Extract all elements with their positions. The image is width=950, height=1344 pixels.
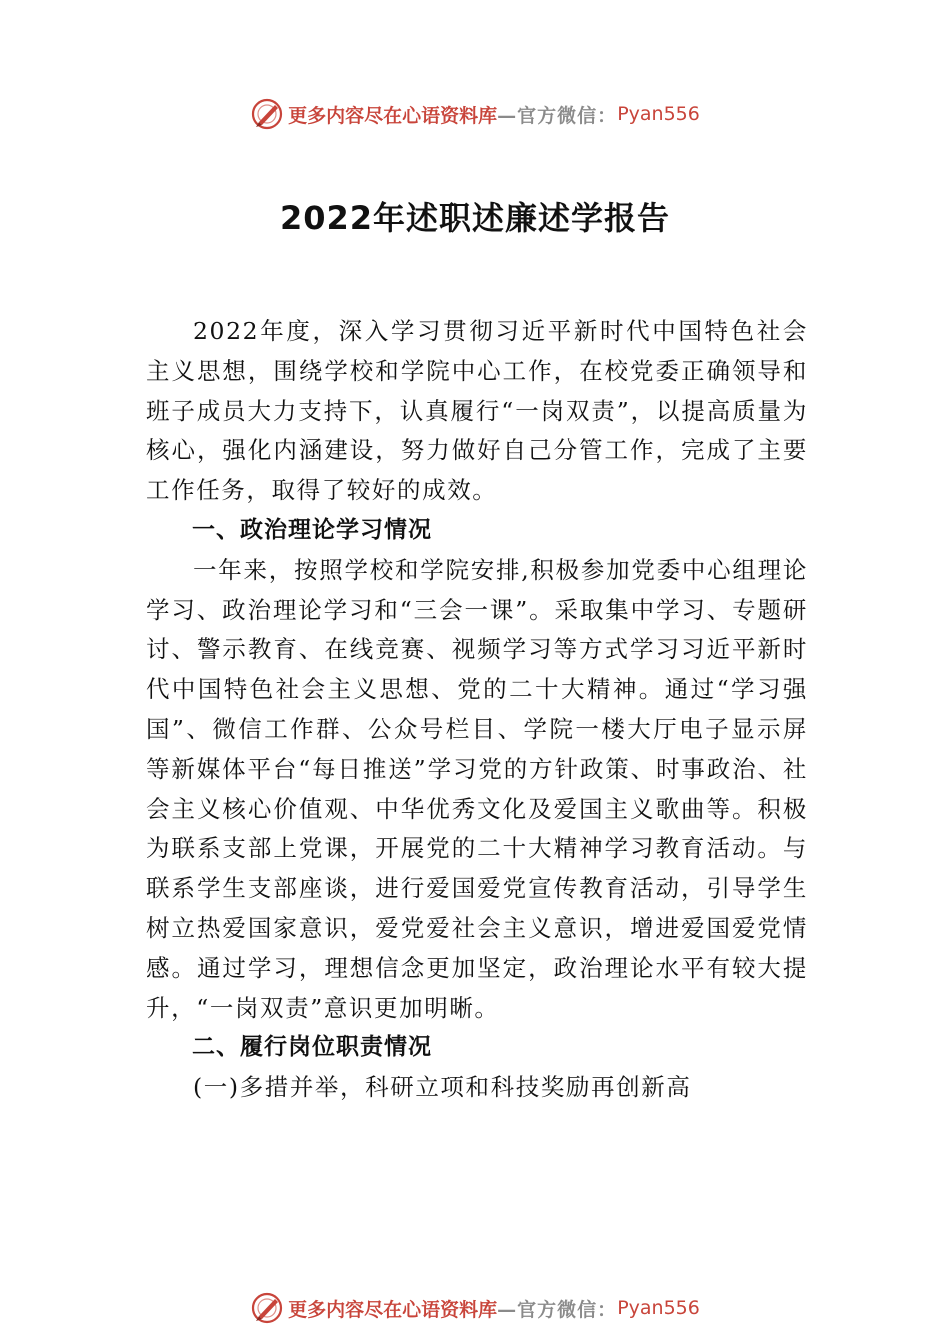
body-paragraph: 一年来，按照学校和学院安排,积极参加党委中心组理论学习、政治理论学习和“三会一课”。采取集中学习、专题研讨、警示教育、在线竞赛、视频学习等方式学习习近平新时代中国特色社会主义思想、党的二十大精神。通过“学习强国”、微信工作群、公众号栏目、学院一楼大厅电子显示屏等新媒体平台“每日推送”学习党的方针政策、时事政治、社会主义核心价值观、中华优秀文化及爱国主义歌曲等。积极为联系支部上党课，开展党的二十大精神学习教育活动。与联系学生支部座谈，进行爱国爱党宣传教育活动，引导学生树立热爱国家意识，爱党爱社会主义意识，增进爱国爱党情感。通过学习，理想信念更加坚定，政治理论水平有较大提升，“一岗双责”意识更加明晰。 (146, 555, 808, 1022)
pen-logo-icon (250, 1291, 284, 1325)
section-heading-1: 一、政治理论学习情况 (192, 516, 432, 543)
document-title: 2022年述职述廉述学报告 (279, 199, 671, 237)
pen-logo-icon (250, 97, 284, 131)
watermark-wechat-id: Pyan556 (617, 103, 700, 125)
watermark-library-text: 更多内容尽在心语资料库 (288, 1298, 498, 1321)
watermark-wechat-label: —官方微信： (497, 1298, 618, 1321)
subsection-heading: (一)多措并举，科研立项和科技奖励再创新高 (193, 1073, 692, 1102)
watermark-library-text: 更多内容尽在心语资料库 (288, 104, 498, 127)
watermark-wechat-id: Pyan556 (617, 1297, 700, 1319)
header-watermark (0, 94, 950, 134)
footer-watermark (0, 1288, 950, 1328)
intro-paragraph: 2022年度，深入学习贯彻习近平新时代中国特色社会主义思想，围绕学校和学院中心工作，在校党委正确领导和班子成员大力支持下，认真履行“一岗双责”，以提高质量为核心，强化内涵建设，努力做好自己分管工作，完成了主要工作任务，取得了较好的成效。 (146, 317, 808, 505)
section-heading-2: 二、履行岗位职责情况 (192, 1034, 432, 1061)
watermark-wechat-label: —官方微信： (497, 104, 618, 127)
document-body (146, 312, 808, 1108)
